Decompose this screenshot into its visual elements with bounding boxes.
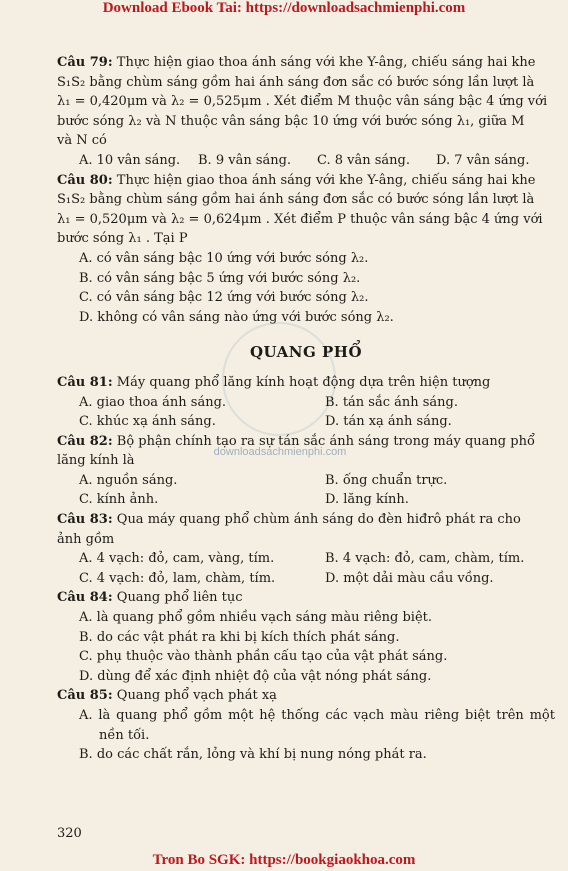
header-download-banner[interactable]: Download Ebook Tai: https://downloadsachmienphi.com <box>102 0 466 16</box>
question-84 <box>57 588 555 608</box>
question-label: Câu 81: <box>57 374 113 390</box>
question-text: Quang phổ vạch phát xạ <box>116 688 277 704</box>
question-text: λ₁ = 0,520μm và λ₂ = 0,624μm . Xét điểm P thuộc vân sáng bậc 4 ứng với <box>57 211 543 227</box>
question-81 <box>57 373 555 393</box>
question-text: Bộ phận chính tạo ra sự tán sắc ánh sáng trong máy quang phổ <box>116 433 535 449</box>
question-text: Quang phổ liên tục <box>116 590 243 606</box>
question-82 <box>57 432 555 471</box>
question-text: Máy quang phổ lăng kính hoạt động dựa trên hiện tượng <box>116 374 491 390</box>
option-a: A. là quang phổ gồm một hệ thống các vạch màu riêng biệt trên một nền tối. <box>79 708 555 743</box>
question-text: bước sóng λ₁ . Tại P <box>57 231 188 247</box>
option-c: C. kính ảnh. <box>79 492 159 508</box>
question-79 <box>57 53 555 151</box>
question-text: S₁S₂ bằng chùm sáng gồm hai ánh sáng đơn sắc có bước sóng lần lượt là <box>57 192 535 208</box>
question-83-options-row1 <box>57 549 555 569</box>
question-82-options-row2 <box>57 490 555 510</box>
option-c: C. khúc xạ ánh sáng. <box>79 414 216 430</box>
watermark-text: downloadsachmienphi.com <box>213 446 347 458</box>
question-81-options-row1 <box>57 393 555 413</box>
question-81-options-row2 <box>57 412 555 432</box>
question-text: λ₁ = 0,420μm và λ₂ = 0,525μm . Xét điểm M thuộc vân sáng bậc 4 ứng với <box>57 94 548 110</box>
option-b: B. tán sắc ánh sáng. <box>325 394 459 410</box>
option-d: D. tán xạ ánh sáng. <box>325 414 452 430</box>
question-text: Thực hiện giao thoa ánh sáng với khe Y-âng, chiếu sáng hai khe <box>116 172 536 188</box>
option-b: B. 4 vạch: đỏ, cam, chàm, tím. <box>325 551 525 567</box>
option-d: D. một dải màu cầu vồng. <box>325 570 494 586</box>
question-83-options-row2 <box>57 569 555 589</box>
question-82-options-row1 <box>57 471 555 491</box>
question-label: Câu 79: <box>57 55 113 70</box>
question-label: Câu 85: <box>57 688 113 704</box>
option-c: C. 4 vạch: đỏ, lam, chàm, tím. <box>79 570 276 586</box>
question-text: bước sóng λ₂ và N thuộc vân sáng bậc 10 ứng với bước sóng λ₁, giữa M <box>57 113 525 129</box>
option-a: A. 10 vân sáng. <box>79 152 181 168</box>
option-b: B. do các chất rắn, lỏng và khí bị nung nóng phát ra. <box>79 747 427 763</box>
question-85 <box>57 686 555 706</box>
option-d: D. lăng kính. <box>325 492 409 508</box>
question-text: S₁S₂ bằng chùm sáng gồm hai ánh sáng đơn sắc có bước sóng lần lượt là <box>57 74 535 90</box>
question-83 <box>57 510 555 549</box>
question-label: Câu 80: <box>57 172 113 188</box>
option-a: A. có vân sáng bậc 10 ứng với bước sóng λ₂. <box>79 250 369 266</box>
option-a: A. là quang phổ gồm nhiều vạch sáng màu riêng biệt. <box>79 610 433 626</box>
page-number: 320 <box>57 826 82 841</box>
question-text: Qua máy quang phổ chùm ánh sáng do đèn hiđrô phát ra cho <box>116 512 521 528</box>
option-d: D. không có vân sáng nào ứng với bước sóng λ₂. <box>79 309 394 325</box>
question-text: ảnh gồm <box>57 531 115 547</box>
option-a: A. giao thoa ánh sáng. <box>79 394 227 410</box>
option-d: D. dùng để xác định nhiệt độ của vật nóng phát sáng. <box>79 668 432 684</box>
option-c: C. 8 vân sáng. <box>317 152 410 168</box>
question-label: Câu 83: <box>57 512 113 528</box>
question-text: Thực hiện giao thoa ánh sáng với khe Y-âng, chiếu sáng hai khe <box>116 55 536 70</box>
question-text: lăng kính là <box>57 453 135 469</box>
option-c: C. phụ thuộc vào thành phần cấu tạo của vật phát sáng. <box>79 649 448 665</box>
option-b: B. do các vật phát ra khi bị kích thích phát sáng. <box>79 629 400 645</box>
question-79-options <box>57 151 555 171</box>
page-content <box>57 53 555 765</box>
question-80 <box>57 171 555 249</box>
question-label: Câu 84: <box>57 590 113 606</box>
footer-sgk-banner[interactable]: Tron Bo SGK: https://bookgiaokhoa.com <box>152 852 416 868</box>
question-text: và N có <box>57 133 107 149</box>
option-b: B. có vân sáng bậc 5 ứng với bước sóng λ₂. <box>79 270 361 286</box>
question-label: Câu 82: <box>57 433 113 449</box>
section-title: QUANG PHỔ <box>249 343 363 362</box>
option-a: A. 4 vạch: đỏ, cam, vàng, tím. <box>79 551 275 567</box>
option-b: B. 9 vân sáng. <box>198 152 292 168</box>
option-a: A. nguồn sáng. <box>79 472 178 488</box>
option-d: D. 7 vân sáng. <box>436 152 530 168</box>
option-b: B. ống chuẩn trực. <box>325 472 448 488</box>
option-c: C. có vân sáng bậc 12 ứng với bước sóng λ₂. <box>79 290 369 306</box>
